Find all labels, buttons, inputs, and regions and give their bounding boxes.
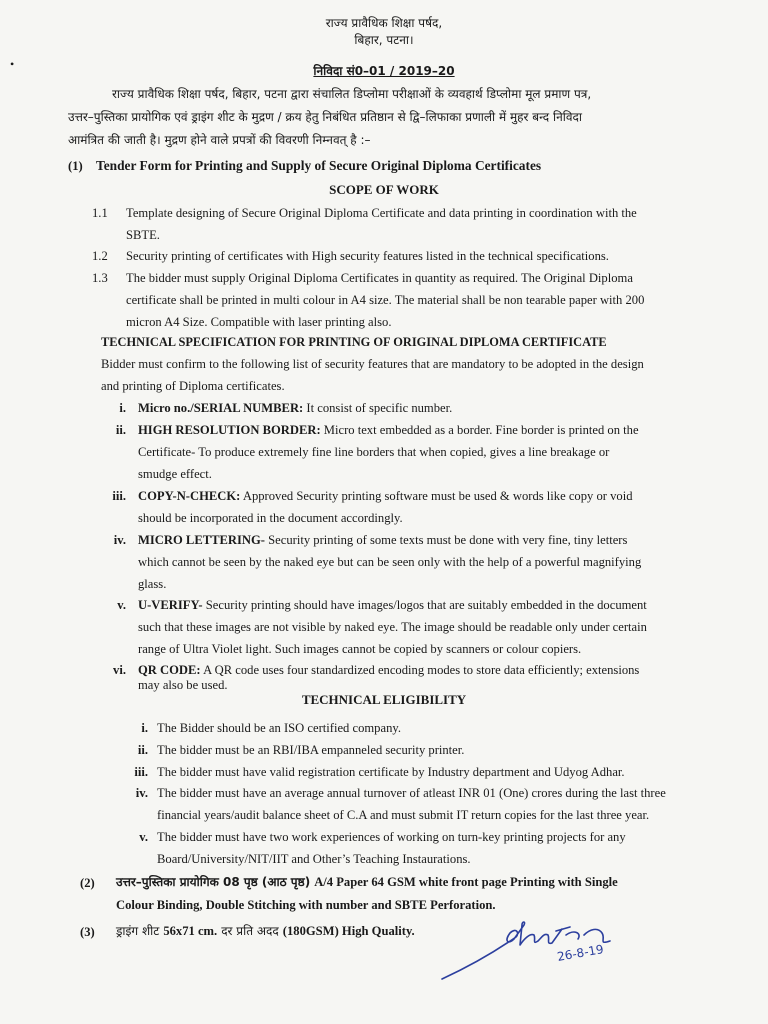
section-2-line <box>116 873 618 891</box>
feature-label: U-VERIFY- <box>138 598 203 612</box>
eligibility-number: i. <box>141 721 148 735</box>
eligibility-item: financial years/audit balance sheet of C.A and must submit IT return copies for the last three year. <box>157 808 650 822</box>
intro-line-1: राज्य प्रावैधिक शिक्षा पर्षद, बिहार, पटना द्वारा संचालित डिप्लोमा परीक्षाओं के व्यवहार्थ डिप्लोमा मूल प्रमाण पत्र, <box>112 87 592 101</box>
feature-text: Micro text embedded as a border. Fine border is printed on the <box>323 423 639 437</box>
tech-spec-intro: Bidder must confirm to the following list of security features that are mandatory to be adopted in the design <box>101 357 644 371</box>
feature-number: iv. <box>113 533 126 547</box>
feature-number: v. <box>117 598 126 612</box>
feature-text: Certificate- To produce extremely fine line borders that when copied, gives a line breakage or <box>138 445 610 459</box>
scope-item-line: Security printing of certificates with High security features listed in the technical specifications. <box>126 249 609 263</box>
feature-text: Security printing should have images/logos that are suitably embedded in the document <box>205 598 647 612</box>
section-2-hindi: उत्तर–पुस्तिका प्रायोगिक 08 पृष्ठ (आठ पृष्ठ) <box>116 875 311 889</box>
section-2-text: A/4 Paper 64 GSM white front page Printing with Single <box>314 875 618 889</box>
notice-number: निविदा सं0–01 / 2019–20 <box>313 64 455 78</box>
feature-text: A QR code uses four standardized encoding modes to store data efficiently; extensions <box>203 663 640 677</box>
section-1-title: Tender Form for Printing and Supply of Secure Original Diploma Certificates <box>96 158 542 173</box>
feature-item <box>138 423 639 438</box>
feature-number: iii. <box>112 489 126 503</box>
feature-text: smudge effect. <box>138 467 212 481</box>
eligibility-number: ii. <box>137 743 148 757</box>
eligibility-item: The bidder must have an average annual turnover of atleast INR 01 (One) crores during the last three <box>157 786 666 800</box>
feature-label: QR CODE: <box>138 663 201 677</box>
section-2-number: (2) <box>80 876 95 890</box>
scope-item-line: Template designing of Secure Original Diploma Certificate and data printing in coordination with the <box>126 206 637 220</box>
feature-text: Approved Security printing software must be used & words like copy or void <box>242 489 633 503</box>
handwritten-signature <box>438 915 628 985</box>
eligibility-number: iv. <box>135 786 148 800</box>
scope-item-line: The bidder must supply Original Diploma Certificates in quantity as required. The Original Diploma <box>126 271 633 285</box>
tech-spec-intro: and printing of Diploma certificates. <box>101 379 285 393</box>
feature-item <box>138 401 452 416</box>
feature-text: may also be used. <box>138 678 228 692</box>
eligibility-item: The bidder must have two work experiences of working on turn-key printing projects for any <box>157 830 626 844</box>
feature-text: glass. <box>138 577 167 591</box>
feature-text: should be incorporated in the document accordingly. <box>138 511 403 525</box>
scope-item-number: 1.2 <box>92 249 108 263</box>
section-3-number: (3) <box>80 925 95 939</box>
scope-item-number: 1.1 <box>92 206 108 220</box>
section-1-number: (1) <box>68 159 83 173</box>
scope-item-line: certificate shall be printed in multi colour in A4 size. The material shall be non tearable paper with 200 <box>126 293 645 307</box>
section-2-line-2: Colour Binding, Double Stitching with number and SBTE Perforation. <box>116 898 496 912</box>
eligibility-number: iii. <box>134 765 148 779</box>
eligibility-item: Board/University/NIT/IIT and Other’s Teaching Instaurations. <box>157 852 471 866</box>
feature-text: which cannot be seen by the naked eye but can be seen only with the help of a powerful magnifying <box>138 555 642 569</box>
feature-item <box>138 489 633 504</box>
feature-text: Security printing of some texts must be done with very fine, tiny letters <box>268 533 628 547</box>
feature-item <box>138 533 627 548</box>
feature-number: vi. <box>113 663 126 677</box>
scope-item-number: 1.3 <box>92 271 108 285</box>
feature-text: It consist of specific number. <box>306 401 453 415</box>
eligibility-item: The bidder must be an RBI/IBA empanneled security printer. <box>157 743 465 757</box>
scope-heading: SCOPE OF WORK <box>329 182 439 197</box>
eligibility-heading: TECHNICAL ELIGIBILITY <box>301 692 467 707</box>
feature-label: MICRO LETTERING- <box>138 533 266 547</box>
scope-item-line: micron A4 Size. Compatible with laser printing also. <box>126 315 392 329</box>
feature-text: range of Ultra Violet light. Such images cannot be copied by scanners or colour copiers. <box>138 642 582 656</box>
signature-date: 26-8-19 <box>556 942 605 964</box>
intro-line-3: आमंत्रित की जाती है। मुद्रण होने वाले प्रपत्रों की विवरणी निम्नवत् है :– <box>68 133 371 147</box>
tech-spec-heading: TECHNICAL SPECIFICATION FOR PRINTING OF ORIGINAL DIPLOMA CERTIFICATE <box>101 335 607 349</box>
section-3-line <box>116 922 415 940</box>
org-name: राज्य प्रावैधिक शिक्षा पर्षद, <box>325 16 443 30</box>
feature-label: HIGH RESOLUTION BORDER: <box>138 423 321 437</box>
section-3-hindi: ड्राइंग शीट <box>116 924 160 938</box>
intro-line-2: उत्तर–पुस्तिका प्रायोगिक एवं ड्राइंग शीट के मुद्रण / क्रय हेतु निबंधित प्रतिष्ठान से द्वि–लिफाका प्रणाली में मुहर बन्द निविदा <box>68 110 583 124</box>
feature-item <box>138 663 639 678</box>
margin-mark: • <box>10 57 15 71</box>
feature-text: such that these images are not visible by naked eye. The image should be readable only under certain <box>138 620 647 634</box>
eligibility-item: The bidder must have valid registration certificate by Industry department and Udyog Adhar. <box>157 765 625 779</box>
feature-item <box>138 598 647 613</box>
section-3-size: 56x71 cm. <box>163 924 218 938</box>
eligibility-number: v. <box>139 830 148 844</box>
feature-label: COPY-N-CHECK: <box>138 489 241 503</box>
feature-number: ii. <box>115 423 126 437</box>
feature-number: i. <box>119 401 126 415</box>
eligibility-item: The Bidder should be an ISO certified company. <box>157 721 401 735</box>
org-location: बिहार, पटना। <box>354 33 414 47</box>
feature-label: Micro no./SERIAL NUMBER: <box>138 401 304 415</box>
scope-item-line: SBTE. <box>126 228 160 242</box>
section-3-text: (180GSM) High Quality. <box>282 924 415 938</box>
section-3-hindi-2: दर प्रति अदद <box>221 924 279 938</box>
